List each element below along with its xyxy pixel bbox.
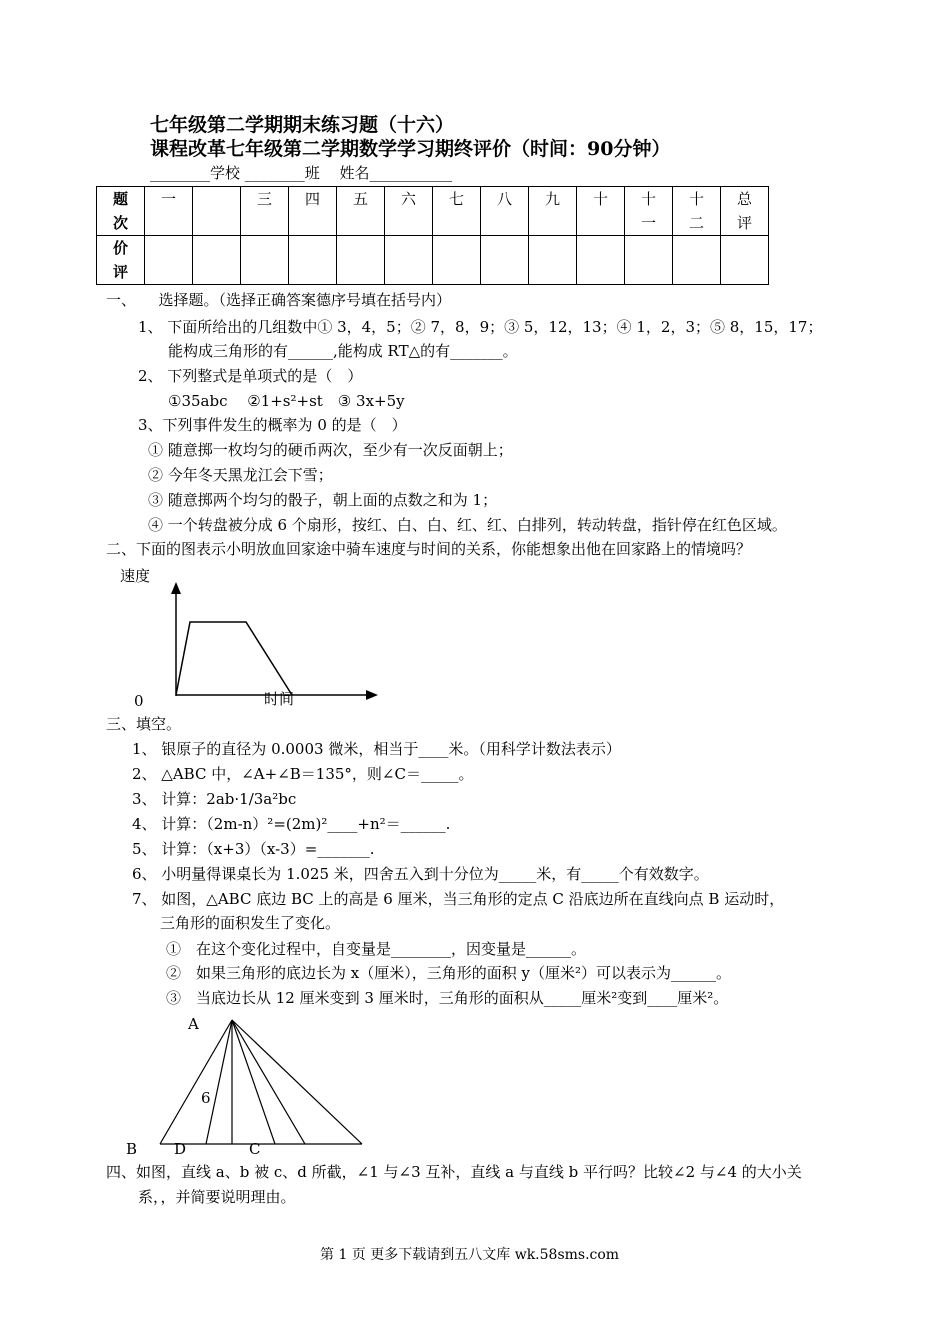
- score-cell[interactable]: [625, 236, 673, 285]
- s1-q3-option-1: ① 随意掷一枚均匀的硬币两次，至少有一次反面朝上；: [148, 441, 513, 459]
- page-title: 七年级第二学期期末练习题（十六）: [150, 114, 455, 136]
- s3-question-3: 3、 计算：2ab·1/3a²bc: [132, 790, 297, 808]
- s3-question-4: 4、 计算：（2m-n）²=(2m)²____+n²＝______.: [132, 815, 451, 833]
- score-cell[interactable]: [241, 236, 289, 285]
- score-cell[interactable]: [337, 236, 385, 285]
- score-cell[interactable]: [193, 236, 241, 285]
- s1-question-3: 3、下列事件发生的概率为 0 的是（ ）: [138, 416, 407, 434]
- col-3: 三: [241, 187, 289, 236]
- score-cell[interactable]: [577, 236, 625, 285]
- s3-question-7-cont: 三角形的面积发生了变化。: [160, 914, 341, 932]
- col-total: 总评: [721, 187, 769, 236]
- graph-y-label: 速度: [120, 567, 151, 585]
- col-12: 十二: [673, 187, 721, 236]
- col-9: 九: [529, 187, 577, 236]
- speed-time-graph: [120, 580, 390, 720]
- col-2: [193, 187, 241, 236]
- score-cell[interactable]: [673, 236, 721, 285]
- s3-question-5: 5、 计算：（x+3）（x-3）=_______.: [132, 840, 375, 858]
- side-a-far: [232, 1020, 362, 1144]
- score-cell[interactable]: [385, 236, 433, 285]
- segment-ad: [206, 1020, 232, 1144]
- fig-label-height: 6: [201, 1089, 211, 1107]
- fig-label-c: C: [249, 1140, 261, 1158]
- s3-question-1: 1、 银原子的直径为 0.0003 微米，相当于____米。（用科学计数法表示）: [132, 740, 621, 758]
- section3-heading: 三、填空。: [106, 715, 182, 733]
- page-footer: 第 1 页 更多下载请到五八文库 wk.58sms.com: [320, 1247, 620, 1263]
- graph-origin-label: 0: [134, 692, 144, 710]
- score-table-header-row: [97, 187, 769, 236]
- row-label-question: 题次: [97, 187, 145, 236]
- col-7: 七: [433, 187, 481, 236]
- y-axis-arrow-icon: [171, 582, 181, 594]
- s3-question-6: 6、 小明量得课桌长为 1.025 米，四舍五入到十分位为_____米，有_____个有效数字。: [132, 865, 709, 883]
- score-cell[interactable]: [433, 236, 481, 285]
- score-cell[interactable]: [721, 236, 769, 285]
- col-6: 六: [385, 187, 433, 236]
- row-label-score: 价评: [97, 236, 145, 285]
- student-info-line: ________学校 ________班 姓名___________: [150, 164, 453, 182]
- score-table-value-row: [97, 236, 769, 285]
- page-subtitle: 课程改革七年级第二学期数学学习期终评价（时间：90分钟）: [150, 138, 671, 160]
- col-5: 五: [337, 187, 385, 236]
- col-1: 一: [145, 187, 193, 236]
- s1-q3-option-4: ④ 一个转盘被分成 6 个扇形，按红、白、白、红、红、白排列，转动转盘，指针停在红色区域。: [148, 516, 787, 534]
- s3-question-2: 2、 △ABC 中，∠A+∠B＝135°，则∠C＝_____。: [132, 765, 474, 783]
- fig-label-d: D: [174, 1140, 187, 1158]
- s3-question-7: 7、 如图，△ABC 底边 BC 上的高是 6 厘米，当三角形的定点 C 沿底边所在直线向点 B 运动时，: [132, 890, 785, 908]
- fig-label-a: A: [188, 1015, 199, 1033]
- s1-q3-option-2: ② 今年冬天黑龙江会下雪；: [148, 466, 333, 484]
- fig-label-b: B: [126, 1140, 138, 1158]
- score-table: [96, 186, 769, 285]
- section1-heading: 一、 选择题。（选择正确答案德序号填在括号内）: [106, 291, 452, 309]
- col-11: 十一: [625, 187, 673, 236]
- score-cell[interactable]: [145, 236, 193, 285]
- section4-line-2: 系，，并简要说明理由。: [138, 1188, 296, 1206]
- s3-q7-sub-1: ① 在这个变化过程中，自变量是________，因变量是______。: [166, 940, 587, 958]
- x-axis-arrow-icon: [366, 690, 378, 700]
- s1-question-1: 1、 下面所给出的几组数中① 3，4，5；② 7，8，9；③ 5，12，13；④ 1，2，3；⑤ 8，15，17；: [138, 318, 823, 336]
- section4-line-1: 四、如图，直线 a、b 被 c、d 所截，∠1 与∠3 互补，直线 a 与直线 b 平行吗？比较∠2 与∠4 的大小关: [106, 1163, 802, 1181]
- s1-question-2: 2、 下列整式是单项式的是（ ）: [138, 367, 363, 385]
- col-10: 十: [577, 187, 625, 236]
- score-cell[interactable]: [481, 236, 529, 285]
- s3-q7-sub-3: ③ 当底边长从 12 厘米变到 3 厘米时，三角形的面积从_____厘米²变到____厘米²。: [166, 989, 729, 1007]
- section2-heading: 二、下面的图表示小明放血回家途中骑车速度与时间的关系，你能想象出他在回家路上的情境吗？: [106, 540, 752, 558]
- s1-question-2-options: ①35abc ②1+s²+st ③ 3x+5y: [168, 392, 405, 410]
- triangle-figure: [150, 1012, 380, 1152]
- score-cell[interactable]: [289, 236, 337, 285]
- s1-q3-option-3: ③ 随意掷两个均匀的骰子，朝上面的点数之和为 1；: [148, 491, 498, 509]
- score-cell[interactable]: [529, 236, 577, 285]
- side-ab: [160, 1020, 232, 1144]
- s3-q7-sub-2: ② 如果三角形的底边长为 x（厘米），三角形的面积 y（厘米²）可以表示为______。: [166, 964, 731, 982]
- col-4: 四: [289, 187, 337, 236]
- speed-curve: [176, 622, 292, 695]
- col-8: 八: [481, 187, 529, 236]
- graph-x-label: 时间: [264, 690, 295, 708]
- s1-question-1-cont: 能构成三角形的有______,能构成 RT△的有_______。: [168, 342, 518, 360]
